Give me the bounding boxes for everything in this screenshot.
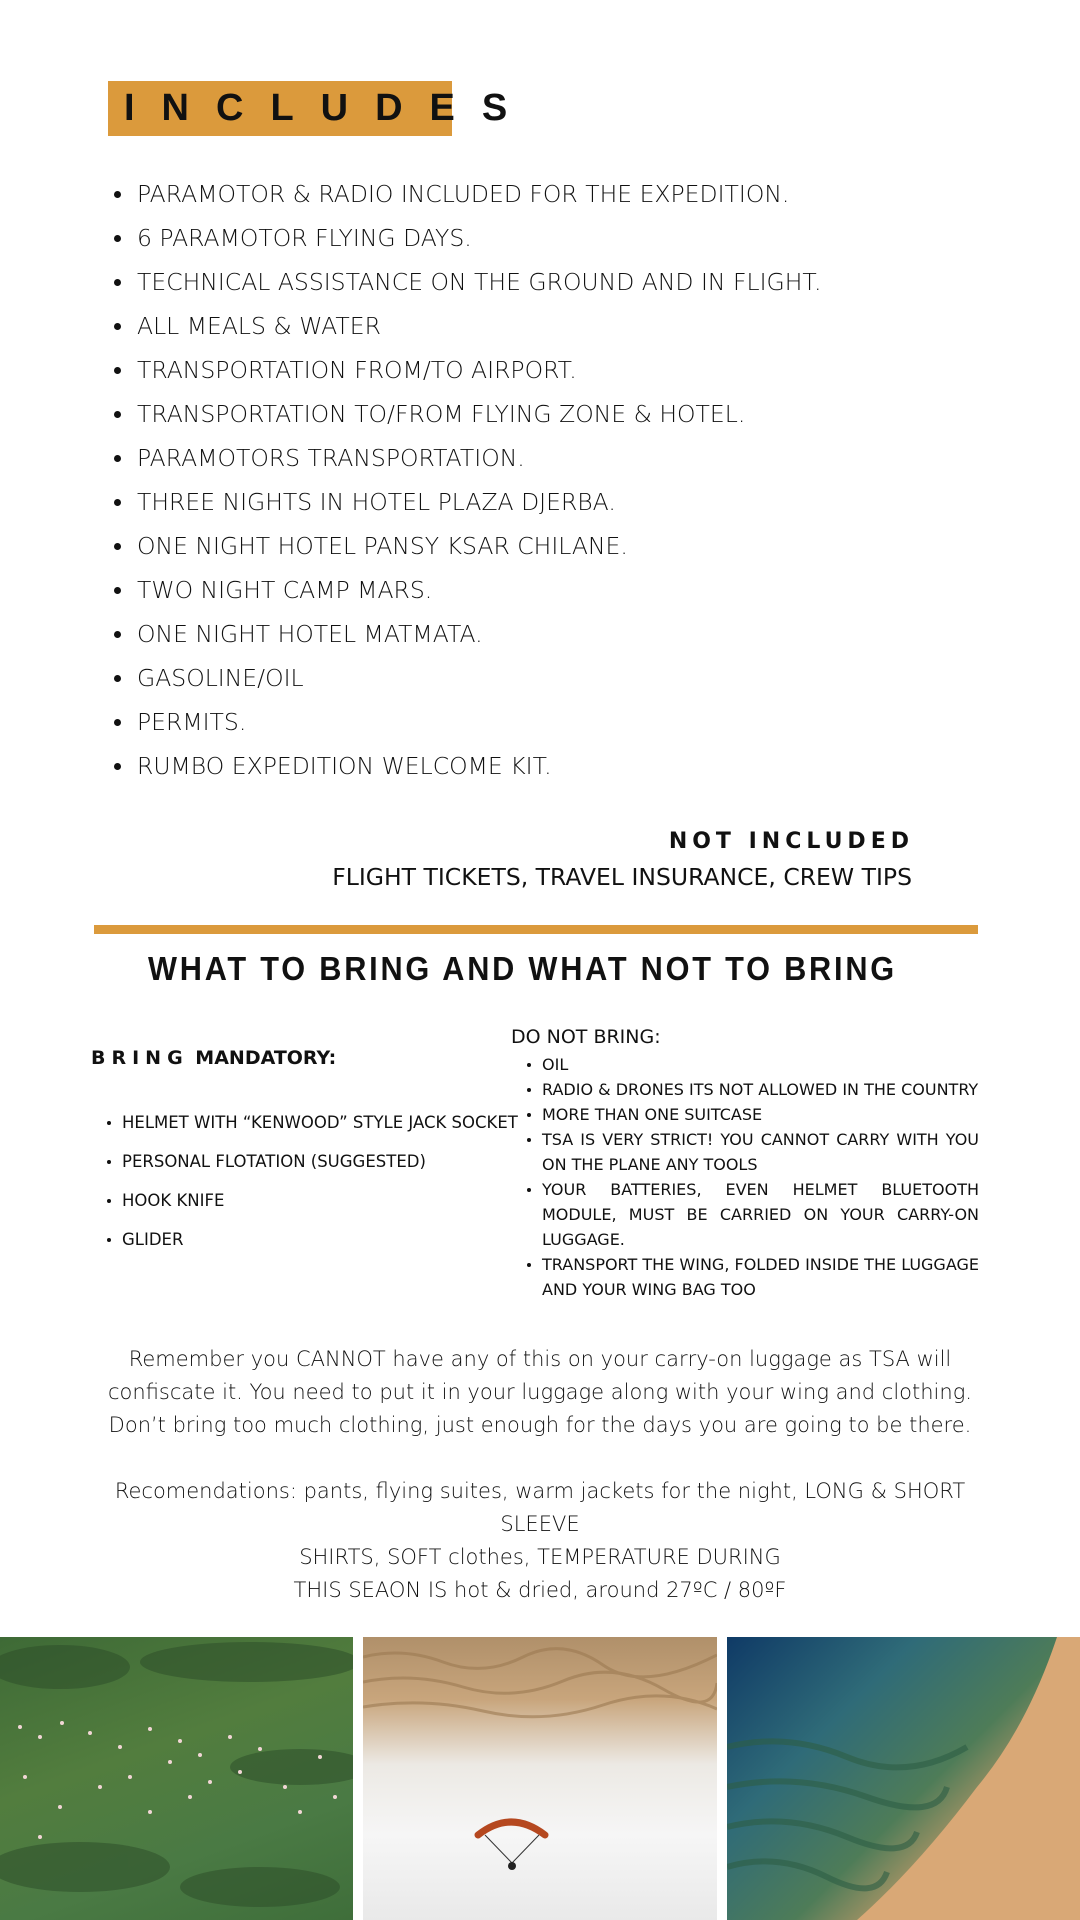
bring-mandatory-title-rest: MANDATORY: bbox=[188, 1047, 337, 1069]
do-not-bring-item: TRANSPORT THE WING, FOLDED INSIDE THE LUGGAGE AND YOUR WING BAG TOO bbox=[523, 1252, 979, 1302]
mandatory-list bbox=[103, 1103, 518, 1259]
includes-title: INCLUDES bbox=[124, 87, 535, 129]
do-not-bring-item: MORE THAN ONE SUITCASE bbox=[523, 1102, 979, 1127]
do-not-bring-title: DO NOT BRING: bbox=[511, 1026, 661, 1048]
bring-mandatory-title-spaced: BRING bbox=[91, 1047, 189, 1069]
paramotor-illustration bbox=[363, 1637, 717, 1920]
do-not-bring-item: YOUR BATTERIES, EVEN HELMET BLUETOOTH MODULE, MUST BE CARRIED ON YOUR CARRY-ON LUGGAGE. bbox=[523, 1177, 979, 1252]
do-not-bring-item: RADIO & DRONES ITS NOT ALLOWED IN THE COUNTRY bbox=[523, 1077, 979, 1102]
includes-item: PARAMOTOR & RADIO INCLUDED FOR THE EXPEDITION. bbox=[108, 172, 968, 216]
recommendations-note bbox=[100, 1475, 980, 1607]
includes-item: TWO NIGHT CAMP MARS. bbox=[108, 568, 968, 612]
mandatory-item: GLIDER bbox=[103, 1220, 518, 1259]
mandatory-item: HOOK KNIFE bbox=[103, 1181, 518, 1220]
not-included-text: FLIGHT TICKETS, TRAVEL INSURANCE, CREW TIPS bbox=[332, 863, 912, 891]
includes-item: TRANSPORTATION FROM/TO AIRPORT. bbox=[108, 348, 968, 392]
carry-on-note-text: Remember you CANNOT have any of this on your carry-on luggage as TSA will confiscate it. You need to put it in your luggage along with your wing and clothing. Don’t bring too much clothing, just enough for the days you are going to be there. bbox=[108, 1347, 972, 1437]
recommendations-line: Recomendations: pants, flying suites, warm jackets for the night, LONG & SHORT SLEEVE bbox=[114, 1479, 966, 1536]
do-not-bring-item: OIL bbox=[523, 1052, 979, 1077]
do-not-bring-item: TSA IS VERY STRICT! YOU CANNOT CARRY WITH YOU ON THE PLANE ANY TOOLS bbox=[523, 1127, 979, 1177]
flamingos-photo bbox=[0, 1637, 353, 1920]
includes-item: TECHNICAL ASSISTANCE ON THE GROUND AND IN FLIGHT. bbox=[108, 260, 968, 304]
includes-item: ONE NIGHT HOTEL MATMATA. bbox=[108, 612, 968, 656]
mandatory-item: PERSONAL FLOTATION (SUGGESTED) bbox=[103, 1142, 518, 1181]
coastline-illustration bbox=[727, 1637, 1080, 1920]
flamingos-illustration bbox=[0, 1637, 353, 1920]
bring-section-title: WHAT TO BRING AND WHAT NOT TO BRING bbox=[148, 950, 897, 987]
do-not-bring-list bbox=[523, 1052, 979, 1302]
recommendations-line: SHIRTS, SOFT clothes, TEMPERATURE DURING bbox=[299, 1545, 781, 1569]
mandatory-item: HELMET WITH “KENWOOD” STYLE JACK SOCKET bbox=[103, 1103, 518, 1142]
bring-mandatory-title bbox=[91, 1047, 336, 1069]
includes-item: RUMBO EXPEDITION WELCOME KIT. bbox=[108, 744, 968, 788]
includes-item: PERMITS. bbox=[108, 700, 968, 744]
includes-heading-badge bbox=[108, 81, 535, 136]
includes-item: TRANSPORTATION TO/FROM FLYING ZONE & HOTEL. bbox=[108, 392, 968, 436]
carry-on-note bbox=[100, 1343, 980, 1442]
includes-item: PARAMOTORS TRANSPORTATION. bbox=[108, 436, 968, 480]
section-divider bbox=[94, 925, 978, 934]
not-included-title: NOT INCLUDED bbox=[668, 829, 914, 854]
includes-item: ALL MEALS & WATER bbox=[108, 304, 968, 348]
recommendations-line: THIS SEAON IS hot & dried, around 27ºC / 80ºF bbox=[293, 1578, 787, 1602]
includes-item: ONE NIGHT HOTEL PANSY KSAR CHILANE. bbox=[108, 524, 968, 568]
includes-item: 6 PARAMOTOR FLYING DAYS. bbox=[108, 216, 968, 260]
paramotor-over-clouds-photo bbox=[363, 1637, 717, 1920]
coastline-photo bbox=[727, 1637, 1080, 1920]
includes-item: THREE NIGHTS IN HOTEL PLAZA DJERBA. bbox=[108, 480, 968, 524]
includes-list bbox=[108, 172, 968, 788]
includes-item: GASOLINE/OIL bbox=[108, 656, 968, 700]
